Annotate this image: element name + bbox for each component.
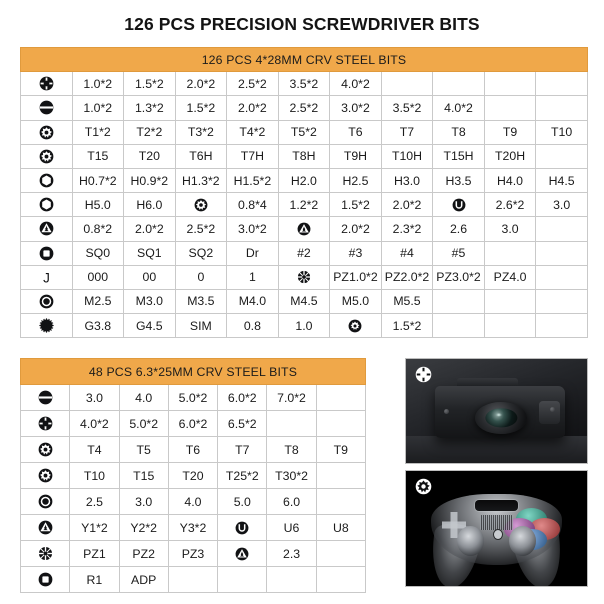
table-cell: 0 — [175, 265, 227, 289]
socket-bit-icon — [21, 489, 70, 515]
table-cell: T5 — [119, 437, 168, 463]
table-cell-empty — [484, 72, 536, 96]
table-cell: Y1*2 — [70, 515, 119, 541]
table-band-row — [21, 48, 588, 72]
table-cell: T9H — [330, 144, 382, 168]
table-cell: PZ3 — [168, 541, 217, 567]
camera-body — [435, 386, 565, 438]
table-cell: 5.0*2 — [168, 385, 217, 411]
table-cell: 5.0*2 — [119, 411, 168, 437]
table-cell: T9 — [316, 437, 365, 463]
table-cell-empty — [316, 411, 365, 437]
table-cell: T7 — [218, 437, 267, 463]
table-cell: SIM — [175, 314, 227, 338]
torx-bit-icon — [21, 144, 73, 168]
table-cell: T8 — [433, 120, 485, 144]
table-row — [21, 241, 588, 265]
table-row — [21, 515, 366, 541]
table-cell: T25*2 — [218, 463, 267, 489]
torx-bit-icon — [21, 437, 70, 463]
table-row — [21, 289, 588, 313]
table-cell-empty — [433, 72, 485, 96]
camera-lens — [475, 402, 527, 434]
table-cell: 2.6*2 — [484, 193, 536, 217]
table-cell: T10 — [536, 120, 588, 144]
table-cell-empty — [536, 265, 588, 289]
table-cell: SQ2 — [175, 241, 227, 265]
table-cell: 4.0 — [119, 385, 168, 411]
camera-surface — [406, 436, 587, 463]
table-cell: 2.0*2 — [227, 96, 279, 120]
table-row — [21, 541, 366, 567]
table-cell: PZ2.0*2 — [381, 265, 433, 289]
table-cell: 1.0*2 — [72, 96, 124, 120]
table-cell-empty — [536, 241, 588, 265]
table-cell: H4.0 — [484, 168, 536, 192]
table-cell: T7H — [227, 144, 279, 168]
table-cell: 6.0*2 — [218, 385, 267, 411]
slotted-bit-icon — [21, 385, 70, 411]
table-cell: T3*2 — [175, 120, 227, 144]
table-cell: 2.5*2 — [175, 217, 227, 241]
tri-wing-bit-icon — [218, 541, 267, 567]
camera-grip — [539, 401, 560, 425]
camera-screw-left — [444, 409, 449, 414]
table-band-label: 48 PCS 6.3*25MM CRV STEEL BITS — [21, 359, 366, 385]
hex-bit-icon — [21, 193, 73, 217]
table-cell: 000 — [72, 265, 124, 289]
table-cell: #4 — [381, 241, 433, 265]
table-cell: 5.0 — [218, 489, 267, 515]
table-cell: 3.0*2 — [330, 96, 382, 120]
table-cell: T20H — [484, 144, 536, 168]
socket-bit-icon — [21, 289, 73, 313]
table-cell: 2.3*2 — [381, 217, 433, 241]
table-cell: Dr — [227, 241, 279, 265]
table-cell: T5*2 — [278, 120, 330, 144]
camera-photo — [405, 358, 588, 464]
table-cell: PZ2 — [119, 541, 168, 567]
table-cell: 1.5*2 — [175, 96, 227, 120]
controller-photo-badge-torx-bit-icon — [415, 478, 432, 495]
camera-photo-scene — [406, 359, 587, 463]
phillips-bit-icon — [21, 411, 70, 437]
table-cell-empty — [433, 314, 485, 338]
phillips-bit-icon — [21, 72, 73, 96]
table-row — [21, 385, 366, 411]
table-cell: M3.5 — [175, 289, 227, 313]
table-cell-empty — [536, 144, 588, 168]
table-cell-empty — [316, 489, 365, 515]
page-title: 126 PCS PRECISION SCREWDRIVER BITS — [124, 14, 480, 34]
table-cell: 3.0*2 — [227, 217, 279, 241]
table-cell: 3.5*2 — [278, 72, 330, 96]
table-cell: 2.0*2 — [175, 72, 227, 96]
table-cell: 2.5*2 — [227, 72, 279, 96]
table-row — [21, 463, 366, 489]
table-row — [21, 411, 366, 437]
table-cell: M5.0 — [330, 289, 382, 313]
table-cell-empty — [381, 72, 433, 96]
table-cell: M4.5 — [278, 289, 330, 313]
table1-body — [21, 48, 588, 338]
table-cell: U6 — [267, 515, 316, 541]
table-row — [21, 217, 588, 241]
table-cell: 6.0 — [267, 489, 316, 515]
table-cell-empty — [484, 96, 536, 120]
table-cell: 1.5*2 — [381, 314, 433, 338]
pozidriv-bit-icon — [21, 541, 70, 567]
table-cell: M5.5 — [381, 289, 433, 313]
table-cell: 2.0*2 — [124, 217, 176, 241]
table-cell: 0.8*4 — [227, 193, 279, 217]
table-cell: H2.0 — [278, 168, 330, 192]
table-cell-empty — [536, 314, 588, 338]
table-cell: 3.0 — [536, 193, 588, 217]
camera-lens-reflection — [495, 413, 502, 416]
table-cell: T20 — [168, 463, 217, 489]
table-row — [21, 168, 588, 192]
table-cell: T4*2 — [227, 120, 279, 144]
hex-bit-icon — [21, 168, 73, 192]
torx-hole-bit-icon — [330, 314, 382, 338]
table-cell: 6.0*2 — [168, 411, 217, 437]
table-cell-empty — [316, 567, 365, 593]
table-cell-empty — [536, 217, 588, 241]
table2-body — [21, 359, 366, 593]
controller-touchpad — [480, 515, 513, 530]
table-cell: 4.0*2 — [70, 411, 119, 437]
table-cell: 1.3*2 — [124, 96, 176, 120]
table-cell-empty — [267, 567, 316, 593]
table-row — [21, 265, 588, 289]
table-cell-empty — [433, 289, 485, 313]
table-cell: SQ1 — [124, 241, 176, 265]
table-cell-empty — [484, 289, 536, 313]
table-cell: T10 — [70, 463, 119, 489]
controller-light-bar — [475, 500, 518, 512]
table-cell: T20 — [124, 144, 176, 168]
square-bit-icon — [21, 241, 73, 265]
table-cell: PZ4.0 — [484, 265, 536, 289]
table-band-label: 126 PCS 4*28MM CRV STEEL BITS — [21, 48, 588, 72]
table-cell: 3.0 — [70, 385, 119, 411]
game-controller-photo — [405, 470, 588, 587]
table-cell: G4.5 — [124, 314, 176, 338]
table-cell: 1.0 — [278, 314, 330, 338]
camera-photo-badge-phillips-bit-icon — [415, 366, 432, 383]
table-cell: 4.0*2 — [433, 96, 485, 120]
torx-bit-icon — [21, 120, 73, 144]
table-cell: H6.0 — [124, 193, 176, 217]
table-cell: 00 — [124, 265, 176, 289]
controller-home-button — [494, 530, 502, 539]
table-row — [21, 437, 366, 463]
table-cell: H3.0 — [381, 168, 433, 192]
tri-wing-bit-icon — [21, 515, 70, 541]
table-cell: M3.0 — [124, 289, 176, 313]
table-cell: PZ3.0*2 — [433, 265, 485, 289]
table-cell: T7 — [381, 120, 433, 144]
u-bit-icon — [218, 515, 267, 541]
table-cell-empty — [484, 241, 536, 265]
table-cell-empty — [484, 314, 536, 338]
table-cell: 4.0 — [168, 489, 217, 515]
controller-photo-scene — [406, 471, 587, 586]
table-cell: T2*2 — [124, 120, 176, 144]
bits-table-48pcs — [20, 358, 366, 593]
table-cell: T15 — [119, 463, 168, 489]
table-cell: Y3*2 — [168, 515, 217, 541]
table-cell: T15H — [433, 144, 485, 168]
tri-wing-bit-icon — [278, 217, 330, 241]
table-row — [21, 314, 588, 338]
table-cell: 1.0*2 — [72, 72, 124, 96]
table-row — [21, 567, 366, 593]
table-row — [21, 120, 588, 144]
table-cell: #5 — [433, 241, 485, 265]
table-cell: 2.6 — [433, 217, 485, 241]
table-cell: H0.9*2 — [124, 168, 176, 192]
table-cell: 3.5*2 — [381, 96, 433, 120]
table-cell: T4 — [70, 437, 119, 463]
table-cell-empty — [536, 96, 588, 120]
table-cell: R1 — [70, 567, 119, 593]
table-cell: H1.3*2 — [175, 168, 227, 192]
table-cell: 3.0 — [119, 489, 168, 515]
camera-lens-glass — [486, 408, 517, 427]
table-row — [21, 489, 366, 515]
j-letter-icon — [21, 265, 73, 289]
table-cell: T1*2 — [72, 120, 124, 144]
table-cell: 1.5*2 — [330, 193, 382, 217]
table-row — [21, 193, 588, 217]
tri-wing-bit-icon — [21, 217, 73, 241]
table-cell: T15 — [72, 144, 124, 168]
table-cell: H4.5 — [536, 168, 588, 192]
table-cell: 1.5*2 — [124, 72, 176, 96]
table-cell: T6H — [175, 144, 227, 168]
table-cell-empty — [218, 567, 267, 593]
table-cell: H1.5*2 — [227, 168, 279, 192]
table-cell: Y2*2 — [119, 515, 168, 541]
table-cell: 6.5*2 — [218, 411, 267, 437]
table-cell: 2.5 — [70, 489, 119, 515]
table-cell: U8 — [316, 515, 365, 541]
table-band-row — [21, 359, 366, 385]
table-cell: 0.8*2 — [72, 217, 124, 241]
table-cell: H3.5 — [433, 168, 485, 192]
table-cell: #3 — [330, 241, 382, 265]
table-row — [21, 96, 588, 120]
table-cell-empty — [168, 567, 217, 593]
table-cell: G3.8 — [72, 314, 124, 338]
table-cell: T8H — [278, 144, 330, 168]
table-row — [21, 72, 588, 96]
table-cell-empty — [316, 463, 365, 489]
controller-stick-left — [457, 526, 484, 556]
table-cell: SQ0 — [72, 241, 124, 265]
table-cell: PZ1.0*2 — [330, 265, 382, 289]
spline-bit-icon — [21, 314, 73, 338]
table-cell: #2 — [278, 241, 330, 265]
table-cell-empty — [536, 72, 588, 96]
table-cell: M2.5 — [72, 289, 124, 313]
table-cell: T30*2 — [267, 463, 316, 489]
table-cell: 0.8 — [227, 314, 279, 338]
table-cell: 7.0*2 — [267, 385, 316, 411]
slotted-bit-icon — [21, 96, 73, 120]
table-cell: 4.0*2 — [330, 72, 382, 96]
table-cell: M4.0 — [227, 289, 279, 313]
table-cell: T9 — [484, 120, 536, 144]
torx-bit-icon — [21, 463, 70, 489]
pozidriv-bit-icon — [278, 265, 330, 289]
table-cell-empty — [316, 541, 365, 567]
table-cell: 3.0 — [484, 217, 536, 241]
table-cell: T6 — [168, 437, 217, 463]
camera-screw-right — [550, 407, 555, 412]
table-cell: H0.7*2 — [72, 168, 124, 192]
svg-text:J: J — [42, 270, 50, 286]
table-cell: 2.5*2 — [278, 96, 330, 120]
table-cell: H2.5 — [330, 168, 382, 192]
square-bit-icon — [21, 567, 70, 593]
table-cell: H5.0 — [72, 193, 124, 217]
table-cell: ADP — [119, 567, 168, 593]
table-cell: T6 — [330, 120, 382, 144]
table-cell: 1.2*2 — [278, 193, 330, 217]
table-cell-empty — [267, 411, 316, 437]
table-cell: 2.3 — [267, 541, 316, 567]
table-cell-empty — [536, 289, 588, 313]
table-cell: PZ1 — [70, 541, 119, 567]
table-row — [21, 144, 588, 168]
table-cell: 1 — [227, 265, 279, 289]
table-cell: T8 — [267, 437, 316, 463]
table-cell: 2.0*2 — [330, 217, 382, 241]
bits-table-126pcs — [20, 47, 588, 338]
u-bit-icon — [433, 193, 485, 217]
table-cell-empty — [316, 385, 365, 411]
table-cell: T10H — [381, 144, 433, 168]
table-cell: 2.0*2 — [381, 193, 433, 217]
torx-bit-icon — [175, 193, 227, 217]
